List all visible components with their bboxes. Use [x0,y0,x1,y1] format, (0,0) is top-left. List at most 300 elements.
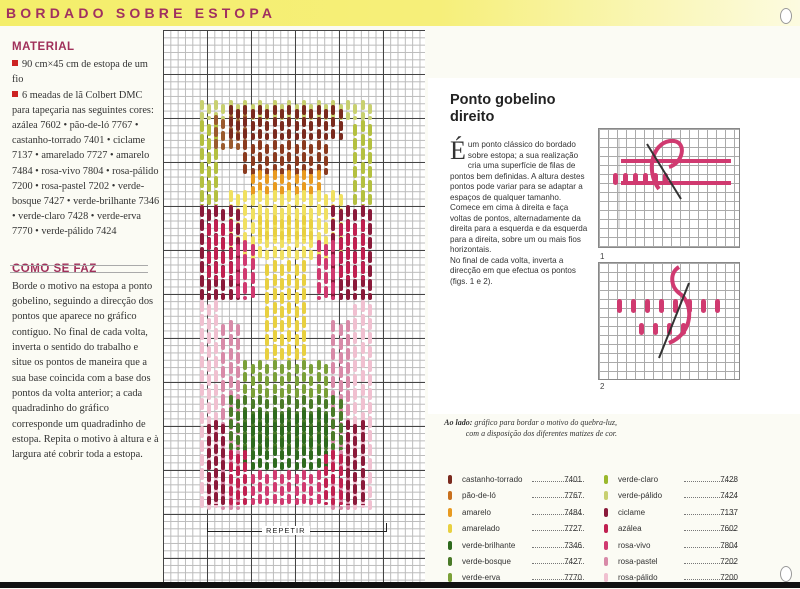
technique-body-2: No final de cada volta, inverta a direcção em que efectua os pontos (figs. 1 e 2). [450,255,576,286]
stitch [214,289,218,300]
stitch [287,434,291,444]
binder-hole-icon [780,8,792,24]
stitch [273,129,277,139]
stitch [243,384,247,394]
stitch [317,360,321,370]
stitch [302,117,306,127]
stitch [273,227,277,237]
stitch [280,231,284,240]
stitch [229,205,233,217]
stitch [361,300,365,312]
stitch [302,288,306,300]
stitch [302,458,306,468]
stitch [309,462,313,470]
stitch [295,388,299,398]
stitch [353,496,357,505]
stitch [361,328,365,340]
stitch [265,194,269,206]
caption-lead: Ao lado: [444,418,473,427]
stitch [280,264,284,276]
legend-color-name: pão-de-ló [462,491,496,501]
stitch [265,306,269,318]
stitch [353,180,357,192]
stitch [324,376,328,386]
stitch [353,402,357,414]
stitch [243,140,247,150]
stitch [295,133,299,140]
stitch [265,474,269,484]
stitch [214,220,218,232]
stitch [251,258,255,270]
stitch [331,334,335,346]
stitch [280,250,284,260]
stitch [302,302,306,314]
stitch [200,328,204,340]
stitch [229,376,233,388]
stitch [361,112,365,120]
stitch [339,266,343,278]
stitch [309,194,313,206]
stitch [324,194,328,206]
stitch [258,372,262,382]
stitch [200,370,204,382]
stitch [295,438,299,448]
stitch [346,234,350,246]
stitch [221,496,225,505]
stitch [287,482,291,492]
stitch [214,248,218,260]
stitch [324,156,328,166]
material-item [12,88,160,240]
legend-color-code: 7428 [720,475,738,484]
stitch [317,458,321,468]
stitch [331,462,335,472]
stitch [273,395,277,405]
stitch [265,486,269,496]
stitch [251,498,255,505]
stitch [361,205,365,217]
stitch [214,139,218,149]
stitch [324,414,328,424]
stitch [302,330,306,342]
stitch [221,119,225,129]
stitch [258,360,262,370]
stitch [207,424,211,434]
legend-item [604,556,744,572]
stitch [214,456,218,466]
stitch [280,450,284,460]
stitch [287,494,291,504]
legend-color-name: verde-erva [462,573,501,583]
stitch [214,262,218,274]
stitch [214,234,218,246]
color-swatch [604,508,608,517]
stitch [302,152,306,162]
stitch [361,276,365,280]
stitch [251,364,255,374]
stitch [200,162,204,174]
stitch [229,129,233,139]
legend-item [448,540,590,556]
stitch [200,412,204,424]
stitch [346,262,350,274]
stitch [368,152,372,164]
stitch [265,426,269,436]
stitch [309,438,313,448]
color-swatch [448,541,452,550]
stitch [361,468,365,478]
stitch [353,332,357,344]
stitch [280,306,284,318]
stitch [339,466,343,476]
stitch [243,105,247,115]
stitch [295,334,299,346]
stitch [353,138,357,150]
legend-color-name: amarelado [462,524,500,534]
stitch [361,234,365,246]
stitch [295,348,299,360]
stitch [200,398,204,410]
stitch [265,376,269,386]
stitch [346,112,350,120]
stitch [229,474,233,484]
stitch [243,117,247,127]
material-heading: MATERIAL [12,41,75,53]
legend-item [604,474,744,490]
stitch [221,224,225,236]
stitch [251,450,255,460]
stitch [324,168,328,175]
color-swatch [604,557,608,566]
stitch [287,239,291,240]
stitch [229,276,233,280]
stitch [265,231,269,240]
stitch [339,194,343,206]
stitch [200,112,204,120]
stitch [273,446,277,456]
figure-1-label: 1 [600,252,605,261]
stitch [207,152,211,164]
stitch [221,484,225,494]
stitch [302,239,306,240]
legend-item [604,540,744,556]
stitch [280,462,284,470]
stitch [258,239,262,240]
stitch [214,432,218,442]
stitch [295,121,299,131]
stitch [273,215,277,225]
stitch [207,436,211,446]
stitch [207,252,211,264]
stitch [331,450,335,460]
stitch [324,222,328,234]
stitch [258,458,262,468]
stitch [265,174,269,184]
stitch [302,470,306,480]
stitch [236,209,240,221]
stitch [317,372,321,382]
stitch [221,279,225,291]
stitch [280,194,284,206]
stitch [317,190,321,202]
material-item-text: 6 meadas de lã Colbert DMC para tapeçaria nas seguintes cores: azálea 7602 • pão-de-ló 7767 • castanho-torrado 7401 • ciclame 7137 • amarelado 7727 • amarelo 7484 • rosa-vivo 7804 • rosa-pálido 7200 • rosa-pastel 7202 • verde-bosque 7427 • verde-brilhante 7346 • verde-claro 7428 • verde-erva 7770 • verde-pálido 7424 [12,89,160,238]
stitch [221,131,225,141]
legend-item [604,507,744,523]
stitch [265,438,269,448]
stitch [317,446,321,456]
stitch [353,209,357,221]
stitch [339,209,343,221]
stitch [200,190,204,202]
como-se-faz-heading: COMO SE FAZ [12,262,97,275]
stitch [317,268,321,280]
stitch [339,121,343,131]
legend-color-name: rosa-pálido [618,573,658,583]
stitch [258,422,262,432]
stitch [207,448,211,458]
stitch [243,360,247,370]
color-swatch [604,541,608,550]
stitch [207,138,211,150]
needle-illustration-icon [599,129,739,247]
stitch [200,356,204,368]
legend-item [448,507,590,523]
stitch [368,265,372,277]
stitch [229,334,233,346]
stitch [236,454,240,464]
stitch [273,410,277,420]
stitch [353,124,357,136]
stitch [353,346,357,358]
stitch [287,246,291,258]
stitch [251,474,255,484]
stitch [221,448,225,458]
stitch [324,502,328,505]
stitch [243,204,247,216]
stitch [243,190,247,202]
needle-illustration-icon [599,263,739,379]
stitch [251,438,255,448]
stitch [251,388,255,398]
stitch [317,218,321,230]
stitch [273,344,277,356]
stitch [309,109,313,119]
stitch [295,306,299,318]
stitch [361,134,365,146]
stitch [207,209,211,221]
color-swatch [448,475,452,484]
stitch [287,152,291,162]
stitch [243,395,247,405]
stitch [200,426,204,438]
stitch [302,316,306,328]
stitch [353,238,357,250]
bullet-icon [12,60,18,66]
stitch [317,140,321,150]
stitch [280,320,284,332]
color-swatch [448,491,452,500]
stitch [287,446,291,456]
stitch [287,227,291,237]
stitch [353,436,357,446]
stitch [353,194,357,205]
stitch [361,504,365,505]
stitch [273,494,277,504]
stitch [214,504,218,505]
stitch [280,438,284,448]
stitch [368,332,372,344]
stitch [339,478,343,488]
stitch [346,492,350,502]
stitch [265,250,269,260]
stitch [273,117,277,127]
stitch [207,460,211,470]
stitch [207,194,211,205]
stitch [221,472,225,482]
stitch [243,218,247,230]
stitch [331,474,335,484]
stitch [200,468,204,480]
stitch [339,506,343,510]
stitch [339,338,343,350]
stitch [361,289,365,300]
stitch [221,394,225,406]
stitch [324,438,328,448]
stitch [221,209,225,221]
color-swatch [448,573,452,582]
stitch [265,320,269,332]
stitch [273,384,277,394]
stitch [295,450,299,460]
stitch [258,215,262,225]
stitch [302,372,306,382]
stitch [339,366,343,378]
legend-color-code: 7727 [564,524,582,534]
stitch [287,360,291,370]
stitch [243,462,247,472]
stitch [346,504,350,505]
stitch [229,234,233,246]
stitch [361,384,365,396]
stitch [280,414,284,424]
stitch [221,252,225,264]
stitch [207,238,211,250]
page-title: BORDADO SOBRE ESTOPA [6,5,277,21]
stitch [287,384,291,394]
stitch [309,399,313,409]
stitch [287,105,291,115]
stitch [368,304,372,316]
stitch [295,414,299,424]
stitch [346,100,350,110]
stitch [200,134,204,146]
stitch [207,304,211,316]
stitch [214,492,218,502]
stitch [221,380,225,392]
stitch [221,352,225,364]
stitch [221,324,225,336]
stitch [236,286,240,298]
stitch [243,474,247,484]
stitch [207,279,211,291]
stitch [317,470,321,480]
legend-color-code: 7770 [564,573,582,583]
stitch [361,120,365,132]
material-item-text: 90 cm×45 cm de estopa de um fio [12,59,148,86]
stitch [302,274,306,286]
stitch [339,423,343,433]
stitch [273,105,277,115]
stitch [280,498,284,505]
stitch [243,410,247,420]
stitch [317,434,321,444]
stitch [236,133,240,140]
stitch [324,466,328,476]
stitch [361,190,365,202]
stitch [309,156,313,166]
stitch [302,140,306,150]
binder-hole-icon [780,566,792,582]
stitch [331,407,335,417]
stitch [265,388,269,398]
stitch [280,156,284,166]
stitch [361,356,365,368]
stitch [368,223,372,235]
stitch [273,434,277,444]
stitch [221,338,225,350]
stitch [265,399,269,409]
stitch [236,478,240,488]
figure-2-label: 2 [600,382,605,391]
left-column [12,40,160,462]
legend-color-code: 7424 [720,491,738,501]
stitch [265,348,269,360]
stitch [331,190,335,202]
stitch [221,238,225,250]
stitch [368,180,372,192]
stitch [200,247,204,259]
stitch [273,190,277,202]
stitch [287,422,291,432]
stitch [353,279,357,291]
stitch [200,261,204,273]
stitch [361,398,365,410]
stitch [361,162,365,174]
stitch [273,372,277,382]
stitch [243,152,247,162]
stitch [317,117,321,127]
stitch [280,219,284,229]
stitch [361,100,365,110]
stitch [207,496,211,505]
legend-color-code: 7202 [720,556,738,566]
stitch [229,348,233,360]
stitch [324,364,328,374]
stitch [258,105,262,115]
stitch [287,140,291,150]
stitch [236,366,240,378]
stitch [317,129,321,139]
stitch [302,482,306,492]
stitch [346,205,350,217]
stitch [287,458,291,468]
stitch [200,314,204,326]
stitch [346,390,350,402]
stitch [309,231,313,240]
stitch [302,422,306,432]
stitch [265,414,269,424]
stitch [353,484,357,494]
